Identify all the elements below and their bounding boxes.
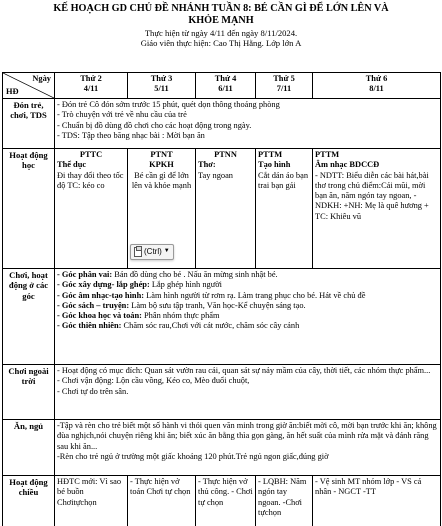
ngoai-troi-content: - Hoạt động có mục đích: Quan sát vườn rau cải, quan sát sự nảy mầm của cây, thời tiết, các nhóm thực phẩm... - Chơi vận động: Lộn cầu vồng, Kéo co, Mèo đuổi chuột, - Chơi tự do trên sân. xyxy=(55,365,441,420)
lesson-cell: PTNT KPKH Bé cần gì để lớn lên và khỏe mạnh xyxy=(128,149,196,269)
row-hoat-dong-chieu xyxy=(3,476,441,526)
document-title: KẾ HOẠCH GD CHỦ ĐỀ NHÁNH TUẦN 8: BÉ CẦN GÌ ĐỂ LỚN LÊN VÀ KHỎE MẠNH xyxy=(53,3,389,27)
day-header: Thứ 4 6/11 xyxy=(196,73,256,99)
corner-activity-label: HĐ xyxy=(6,86,19,96)
row-an-ngu xyxy=(3,420,441,476)
row-label: Ăn, ngủ xyxy=(3,420,55,476)
days-header-row xyxy=(3,73,441,99)
row-choi-ngoai-troi xyxy=(3,365,441,420)
afternoon-cell: - Vệ sinh MT nhóm lớp - VS cá nhân - NGCT -TT xyxy=(313,476,441,526)
paste-options-label: (Ctrl) xyxy=(144,247,162,257)
day-header: Thứ 5 7/11 xyxy=(256,73,313,99)
row-label: Hoạt động học xyxy=(3,149,55,269)
list-item: - Góc xây dựng- lắp ghép: Lắp ghép hình người xyxy=(57,280,222,290)
row-don-tre xyxy=(3,99,441,149)
day-header: Thứ 6 8/11 xyxy=(313,73,441,99)
day-header: Thứ 3 5/11 xyxy=(128,73,196,99)
chevron-down-icon: ▼ xyxy=(163,248,170,255)
row-label: Hoạt động chiều xyxy=(3,476,55,526)
afternoon-cell: - Thực hiện vở thủ công. - Chơi tự chọn xyxy=(196,476,256,526)
afternoon-cell: HĐTC mới: Vì sao bé buồn Chơitựchọn xyxy=(55,476,128,526)
don-tre-content: - Đón trẻ Cô đón sớm trước 15 phút, quét dọn thông thoáng phòng - Trò chuyện với trẻ về nhu cầu của trẻ - Chuẩn bị đồ dùng đồ chơi cho các hoạt động trong ngày. - TDS: Tập theo băng nhạc bài : Mời bạn ăn xyxy=(55,99,441,149)
lesson-cell: PTTC Thể dục Đi thay đổi theo tốc độ TC: kéo co xyxy=(55,149,128,269)
lesson-cell: PTTM Tạo hình Cắt dán áo bạn trai bạn gái xyxy=(256,149,313,269)
list-item: - Góc thiên nhiên: Chăm sóc rau,Chơi với cát nước, chăm sóc cây cảnh xyxy=(57,321,300,331)
afternoon-cell: - LQBH: Năm ngón tay ngoan. -Chơi tựchọn xyxy=(256,476,313,526)
day-header: Thứ 2 4/11 xyxy=(55,73,128,99)
row-choi-goc xyxy=(3,269,441,365)
corner-cell xyxy=(3,73,55,99)
goc-content xyxy=(55,269,441,365)
teacher-class: Giáo viên thực hiện: Cao Thị Hằng. Lớp lớn A xyxy=(140,38,302,48)
date-range: Thực hiện từ ngày 4/11 đến ngày 8/11/2024. xyxy=(144,28,298,38)
afternoon-cell: - Thực hiện vở toán Chơi tự chọn xyxy=(128,476,196,526)
corner-date-label: Ngày xyxy=(32,74,51,83)
weekly-plan-table xyxy=(2,72,441,526)
clipboard-icon xyxy=(134,247,142,257)
list-item: - Góc âm nhạc-tạo hình: Làm hình người từ rơm rạ. Làm trang phục cho bé. Hát về chủ đề xyxy=(57,290,366,300)
list-item: - Góc sách – truyện: Làm bộ sưu tập tranh, Văn học-Kể chuyện sáng tạo. xyxy=(57,300,306,310)
list-item: - Góc phân vai: Bán đồ dùng cho bé . Nấu ăn mừng sinh nhật bé. xyxy=(57,270,278,279)
row-hoat-dong-hoc xyxy=(3,149,441,269)
row-label: Đón trẻ, chơi, TDS xyxy=(3,99,55,149)
row-label: Chơi, hoạt động ở các góc xyxy=(3,269,55,365)
lesson-cell: PTTM Âm nhạc BDCCĐ - NDTT: Biểu diễn các bài hát,bài thơ trong chủ điểm:Cái mũi, mời bạn ăn, năm ngón tay ngoan, - NDKH: +NH: Mẹ là quê hương + TC: Khiêu vũ xyxy=(313,149,441,269)
row-label: Chơi ngoài trời xyxy=(3,365,55,420)
paste-options-button[interactable] xyxy=(130,244,174,260)
list-item: - Góc khoa học và toán: Phân nhóm thực phẩm xyxy=(57,311,220,320)
an-ngu-content: -Tập và rèn cho trẻ biết một số hành vi thói quen văn minh trong giờ ăn:biết mời cô, mời bạn trước khi ăn; không đùa nghịch,nói chuyện riêng khi ăn; biết xúc ăn bằng thìa gọn gàng, ăn hết suất của mình rửa mặt và đánh răng sau khi ăn... -Rèn cho trẻ ngủ ở trường một giấc khoảng 120 phút.Trẻ ngủ ngon giấc,đúng giờ xyxy=(55,420,441,476)
lesson-cell: PTNN Thơ: Tay ngoan xyxy=(196,149,256,269)
